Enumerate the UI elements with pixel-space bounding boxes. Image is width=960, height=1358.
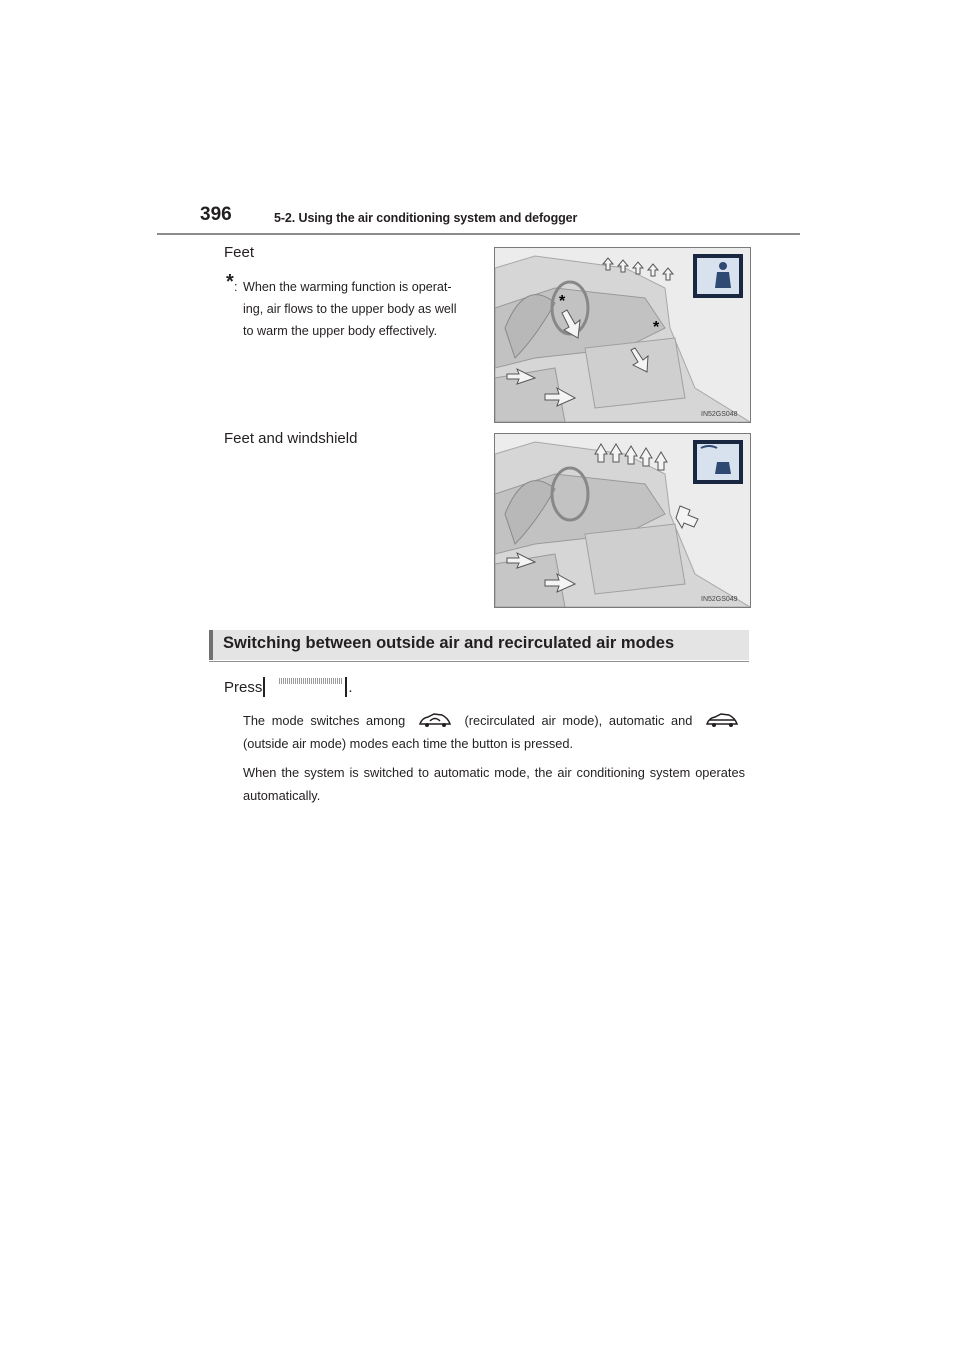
- figure-code: IN52GS049: [701, 596, 738, 603]
- warming-note-text: When the warming function is operat-ing, air flows to the upper body as well to warm the upper body effectively.: [243, 280, 457, 338]
- banner-underline: [209, 661, 749, 662]
- warming-note: [234, 276, 468, 342]
- figure-asterisk: *: [653, 319, 660, 336]
- press-prefix: Press: [224, 678, 263, 696]
- feet-windshield-illustration: [494, 433, 751, 608]
- press-suffix: .: [348, 678, 353, 696]
- press-instruction: [224, 677, 353, 697]
- outside-air-car-icon: [705, 712, 739, 728]
- para1-part-b: (recirculated air mode), automatic and: [464, 713, 693, 728]
- figure-asterisk: *: [559, 293, 566, 310]
- header-rule: [157, 233, 800, 235]
- section-heading: 5-2. Using the air conditioning system and defogger: [274, 211, 578, 225]
- banner-accent-bar: [209, 630, 213, 660]
- automatic-mode-paragraph: When the system is switched to automatic mode, the air conditioning system operates automatically.: [243, 765, 745, 803]
- mode-switch-paragraph: [243, 709, 745, 755]
- mode-label-feet-windshield: Feet and windshield: [224, 430, 358, 447]
- note-colon: :: [234, 280, 238, 294]
- mode-label-feet: Feet: [224, 244, 255, 261]
- figure-code: IN52GS048: [701, 411, 738, 418]
- para1-part-a: The mode switches among: [243, 713, 406, 728]
- feet-mode-illustration: [494, 247, 751, 423]
- section-banner: [209, 630, 749, 660]
- banner-title: Switching between outside air and recirculated air modes: [223, 634, 675, 652]
- page-number: 396: [200, 204, 232, 225]
- air-intake-button-icon: [263, 677, 347, 697]
- note-asterisk: *: [226, 271, 234, 293]
- para1-part-c: (outside air mode) modes each time the button is pressed.: [243, 736, 574, 751]
- recirculated-air-car-icon: [418, 712, 452, 728]
